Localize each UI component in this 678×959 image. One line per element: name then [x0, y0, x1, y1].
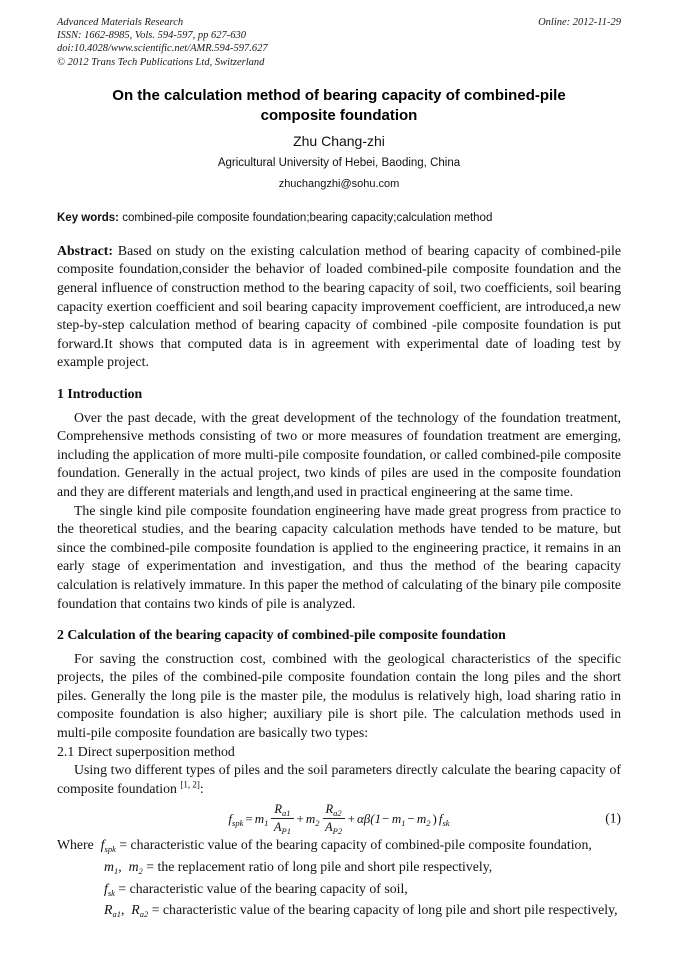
eq-m1-base: m — [254, 810, 265, 826]
where-fspk-text: = characteristic value of the bearing capacity of combined-pile composite foundation, — [119, 837, 592, 853]
where-definition-ra1-ra2 — [57, 901, 621, 920]
sym-fspk-base: f — [100, 837, 105, 853]
eq-m1-sub: 1 — [264, 817, 269, 828]
eq-fsk-sub: sk — [442, 817, 450, 828]
sym-m2 — [128, 859, 143, 877]
where-definition-fsk — [57, 880, 621, 899]
using-text: Using two different types of piles and the soil parameters directly calculate the bearing capacity of composite foundation — [57, 762, 621, 796]
equation-1 — [227, 802, 450, 836]
where-definition-m1-m2 — [57, 858, 621, 877]
eq-frac1-numerator — [271, 803, 293, 819]
eq-m2 — [305, 810, 320, 828]
journal-header-row — [57, 16, 621, 29]
where-definition-fspk — [57, 836, 621, 855]
eq-m1b-base: m — [391, 810, 402, 826]
keywords-label: Key words: — [57, 211, 119, 224]
eq-frac1-num-sub: a1 — [282, 808, 291, 819]
eq-m2b-sub: 2 — [426, 817, 431, 828]
sym-fsk-sub: sk — [107, 887, 115, 898]
eq-frac1-den-base: A — [273, 819, 282, 834]
eq-rparen: ) — [432, 810, 437, 826]
eq-plus-1: + — [296, 810, 304, 826]
equation-1-row — [57, 802, 621, 836]
sym-fspk — [100, 837, 116, 855]
section-2-heading: 2 Calculation of the bearing capacity of combined-pile composite foundation — [57, 627, 506, 643]
sym-ra1-sub: a1 — [112, 909, 121, 920]
sym-m1-base: m — [104, 859, 114, 875]
journal-header — [57, 16, 621, 69]
sym-m1-sub: 1 — [113, 866, 119, 877]
eq-fraction-1 — [271, 802, 293, 836]
where-fsk-text: = characteristic value of the bearing capacity of soil, — [118, 880, 408, 896]
eq-m2-inner — [416, 810, 431, 828]
sym-ra2 — [131, 902, 149, 920]
eq-m1b-sub: 1 — [401, 817, 406, 828]
eq-frac2-numerator — [323, 803, 345, 819]
eq-m2-sub: 2 — [315, 817, 320, 828]
keywords-text: combined-pile composite foundation;bearing capacity;calculation method — [122, 211, 493, 224]
sym-m1 — [104, 859, 119, 877]
eq-lhs-base: f — [228, 810, 233, 826]
section-1-paragraph-1: Over the past decade, with the great development of the technology of the foundation treatment, Comprehensive methods consisting of two or more measures of foundation treatment are emerging, including the application of more multi-pile composite foundation, or called combined-pile composite foundation. Generally in the actual project, two kinds of piles are used in the composite foundation and they are different materials and length,and used in practical engineering at the same time. — [57, 409, 621, 499]
eq-coefficient — [357, 812, 390, 825]
eq-frac2-num-sub: a2 — [333, 808, 342, 819]
sym-m2-sub: 2 — [138, 866, 143, 877]
eq-frac1-den-sub: P1 — [281, 825, 291, 836]
section-2-paragraph-1: For saving the construction cost, combined with the geological characteristics of the specific projects, the piles of the combined-pile composite foundation contain the long piles and the short piles. Generally the long pile is the master pile, the modulus is relatively high, load sharing ratio in composite foundation is also higher; auxiliary pile is short pile. The calculation methods used in multi-pile composite foundation are basically two types: — [57, 650, 621, 741]
section-1-paragraph-2: The single kind pile composite foundation engineering have made great progress from practice to the theoretical studies, and the bearing capacity calculation methods have tended to be mature, but since the combined-pile composite foundation is applied to the engineering practice, it remains in an early stage of experimentation and investigation, and thus the method of the bearing capacity calculation is relatively immature. In this paper the method of calculating of the binary pile composite foundation that contains two kinds of pile is analyzed. — [57, 502, 621, 611]
keywords-line — [57, 212, 621, 224]
eq-coef-symbols: αβ(1− — [356, 810, 390, 826]
sym-ra2-base: R — [131, 902, 140, 918]
eq-frac2-num-base: R — [325, 802, 334, 817]
where-prefix: Where — [57, 837, 94, 853]
eq-fsk — [438, 810, 450, 828]
where-m-sep: , — [118, 859, 122, 875]
eq-frac2-den-sub: P2 — [332, 825, 343, 836]
eq-frac2-denominator — [323, 819, 345, 834]
author-name: Zhu Chang-zhi — [293, 132, 385, 149]
eq-m1 — [254, 810, 269, 828]
eq-lhs-sub: spk — [232, 817, 244, 828]
eq-minus: − — [407, 810, 415, 826]
where-r-sep: , — [120, 902, 125, 918]
eq-fraction-2 — [323, 802, 345, 836]
eq-m1-inner — [391, 810, 406, 828]
abstract-paragraph — [57, 242, 621, 372]
sym-fsk — [104, 881, 115, 896]
eq-m2b-base: m — [416, 810, 427, 826]
subsection-2-1-heading: 2.1 Direct superposition method — [57, 743, 235, 759]
citation-ref: [1, 2] — [180, 779, 200, 790]
sym-ra2-sub: a2 — [139, 909, 149, 920]
sym-fsk-base: f — [104, 880, 108, 896]
affiliation: Agricultural University of Hebei, Baoding, China — [217, 156, 461, 169]
eq-plus-2: + — [347, 810, 355, 826]
abstract-label: Abstract: — [57, 242, 113, 258]
where-m-text: = the replacement ratio of long pile and short pile respectively, — [146, 859, 493, 875]
eq-frac1-denominator — [271, 819, 293, 834]
eq-frac1-num-base: R — [274, 802, 283, 817]
using-colon: : — [199, 780, 204, 796]
abstract-text: Based on study on the existing calculation method of bearing capacity of combined-pile composite foundation,consider the behavior of loaded combined-pile composite foundation and the general influence of construction method to the bearing capacity of soil, two coefficients, soil bearing capacity exertion coefficient and soil bearing capacity improvement coefficient, are introduced,a new step-by-step calculation method of bearing capacity of combined -pile composite foundation is put forward.It shows that computed data is in agreement with experimental date of loading test by example project. — [57, 242, 621, 370]
section-2-using-paragraph — [57, 761, 621, 798]
sym-ra1 — [104, 902, 121, 920]
eq-fsk-base: f — [438, 810, 443, 826]
eq-m2-base: m — [305, 810, 316, 826]
sym-m2-base: m — [128, 859, 139, 875]
journal-name: Advanced Materials Research — [57, 17, 184, 28]
equation-number: (1) — [605, 810, 621, 826]
copyright-line: © 2012 Trans Tech Publications Ltd, Switzerland — [57, 56, 265, 68]
doi-line: doi:10.4028/www.scientific.net/AMR.594-597.627 — [57, 43, 268, 55]
eq-equals: = — [245, 810, 253, 826]
sym-fspk-sub: spk — [104, 844, 116, 855]
paper-title: On the calculation method of bearing capacity of combined-pile composite foundation — [112, 86, 566, 124]
author-email: zhuchangzhi@sohu.com — [278, 177, 400, 190]
section-1-heading: 1 Introduction — [57, 385, 143, 401]
eq-lhs — [228, 810, 244, 828]
issn-line: ISSN: 1662-8985, Vols. 594-597, pp 627-630 — [57, 30, 246, 42]
online-date: Online: 2012-11-29 — [538, 17, 621, 28]
sym-ra1-base: R — [104, 902, 113, 918]
where-r-text: = characteristic value of the bearing capacity of long pile and short pile respectively, — [151, 902, 618, 918]
eq-frac2-den-base: A — [325, 819, 333, 834]
